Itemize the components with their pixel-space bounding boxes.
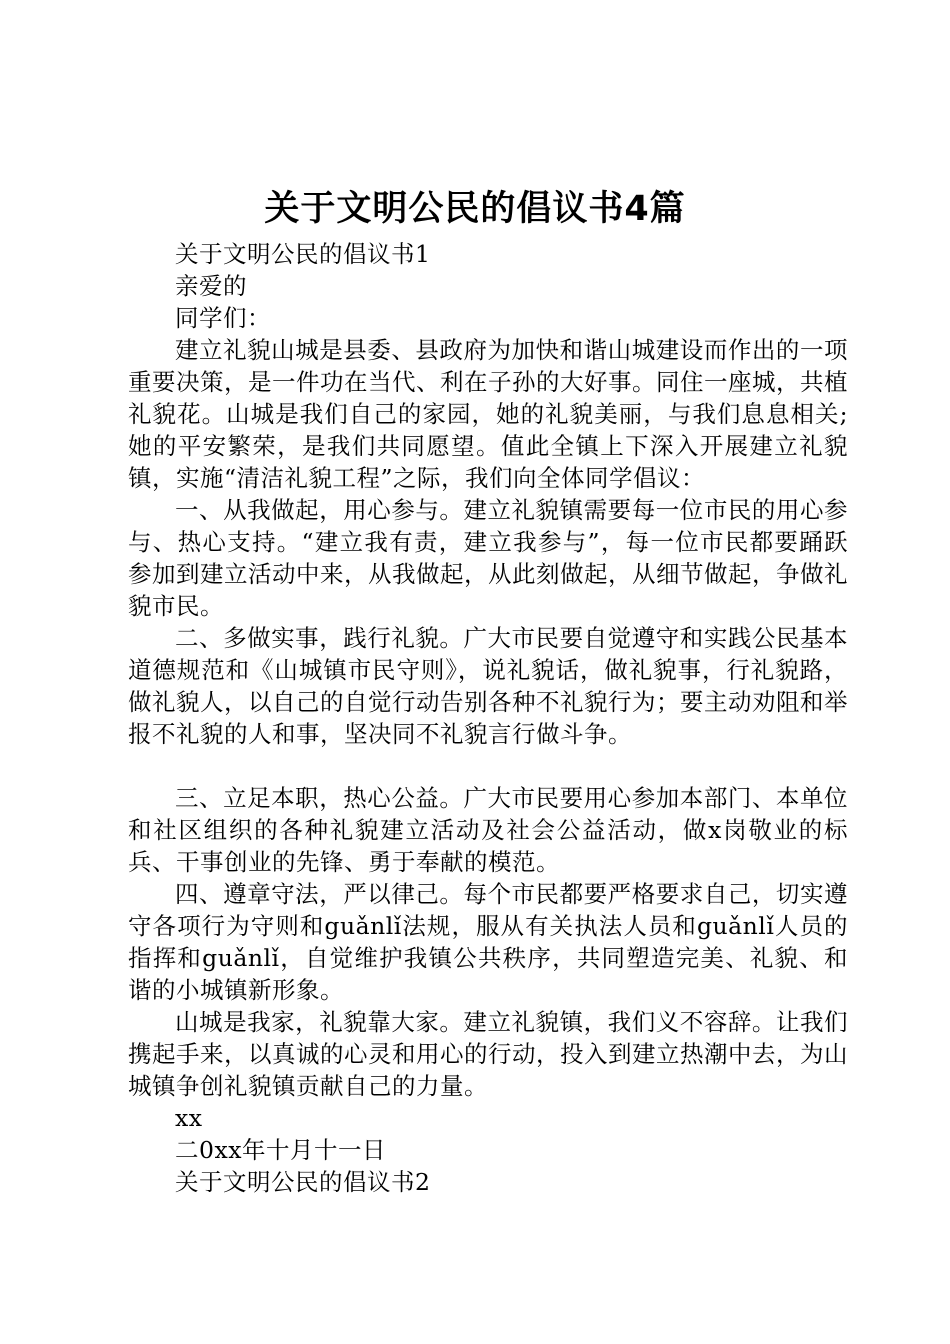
body-paragraph: 山城是我家，礼貌靠大家。建立礼貌镇，我们义不容辞。让我们携起手来，以真诚的心灵和用心的行动，投入到建立热潮中去，为山城镇争创礼貌镇贡献自己的力量。 (128, 1008, 848, 1100)
document-title: 关于文明公民的倡议书4篇 (264, 189, 686, 229)
section-heading-1: 关于文明公民的倡议书1 (175, 240, 431, 268)
document-body (128, 238, 848, 1198)
body-paragraph: 一、从我做起，用心参与。建立礼貌镇需要每一位市民的用心参与、热心支持。“建立我有责，建立我参与”，每一位市民都要踊跃参加到建立活动中来，从我做起，从此刻做起，从细节做起，争做礼貌市民。 (128, 496, 848, 620)
salutation-line: 亲爱的 (175, 272, 247, 300)
body-paragraph: 三、立足本职，热心公益。广大市民要用心参加本部门、本单位和社区组织的各种礼貌建立活动及社会公益活动，做x岗敬业的标兵、干事创业的先锋、勇于奉献的模范。 (128, 784, 848, 876)
body-paragraph: 四、遵章守法，严以律己。每个市民都要严格要求自己，切实遵守各项行为守则和guǎnlǐ法规，服从有关执法人员和guǎnlǐ人员的指挥和guǎnlǐ，自觉维护我镇公共秩序，共同塑造完美、礼貌、和谐的小城镇新形象。 (128, 880, 848, 1004)
body-paragraph: 二、多做实事，践行礼貌。广大市民要自觉遵守和实践公民基本道德规范和《山城镇市民守则》，说礼貌话，做礼貌事，行礼貌路，做礼貌人，以自己的自觉行动告别各种不礼貌行为；要主动劝阻和举报不礼貌的人和事，坚决同不礼貌言行做斗争。 (128, 624, 848, 748)
signature-line: xx (175, 1104, 203, 1132)
date-line: 二0xx年十月十一日 (175, 1136, 386, 1164)
section-heading-2: 关于文明公民的倡议书2 (175, 1168, 431, 1196)
body-paragraph: 建立礼貌山城是县委、县政府为加快和谐山城建设而作出的一项重要决策，是一件功在当代、利在子孙的大好事。同住一座城，共植礼貌花。山城是我们自己的家园，她的礼貌美丽，与我们息息相关;她的平安繁荣，是我们共同愿望。值此全镇上下深入开展建立礼貌镇，实施“清洁礼貌工程”之际，我们向全体同学倡议： (128, 336, 848, 492)
salutation-recipient: 同学们： (175, 304, 271, 332)
